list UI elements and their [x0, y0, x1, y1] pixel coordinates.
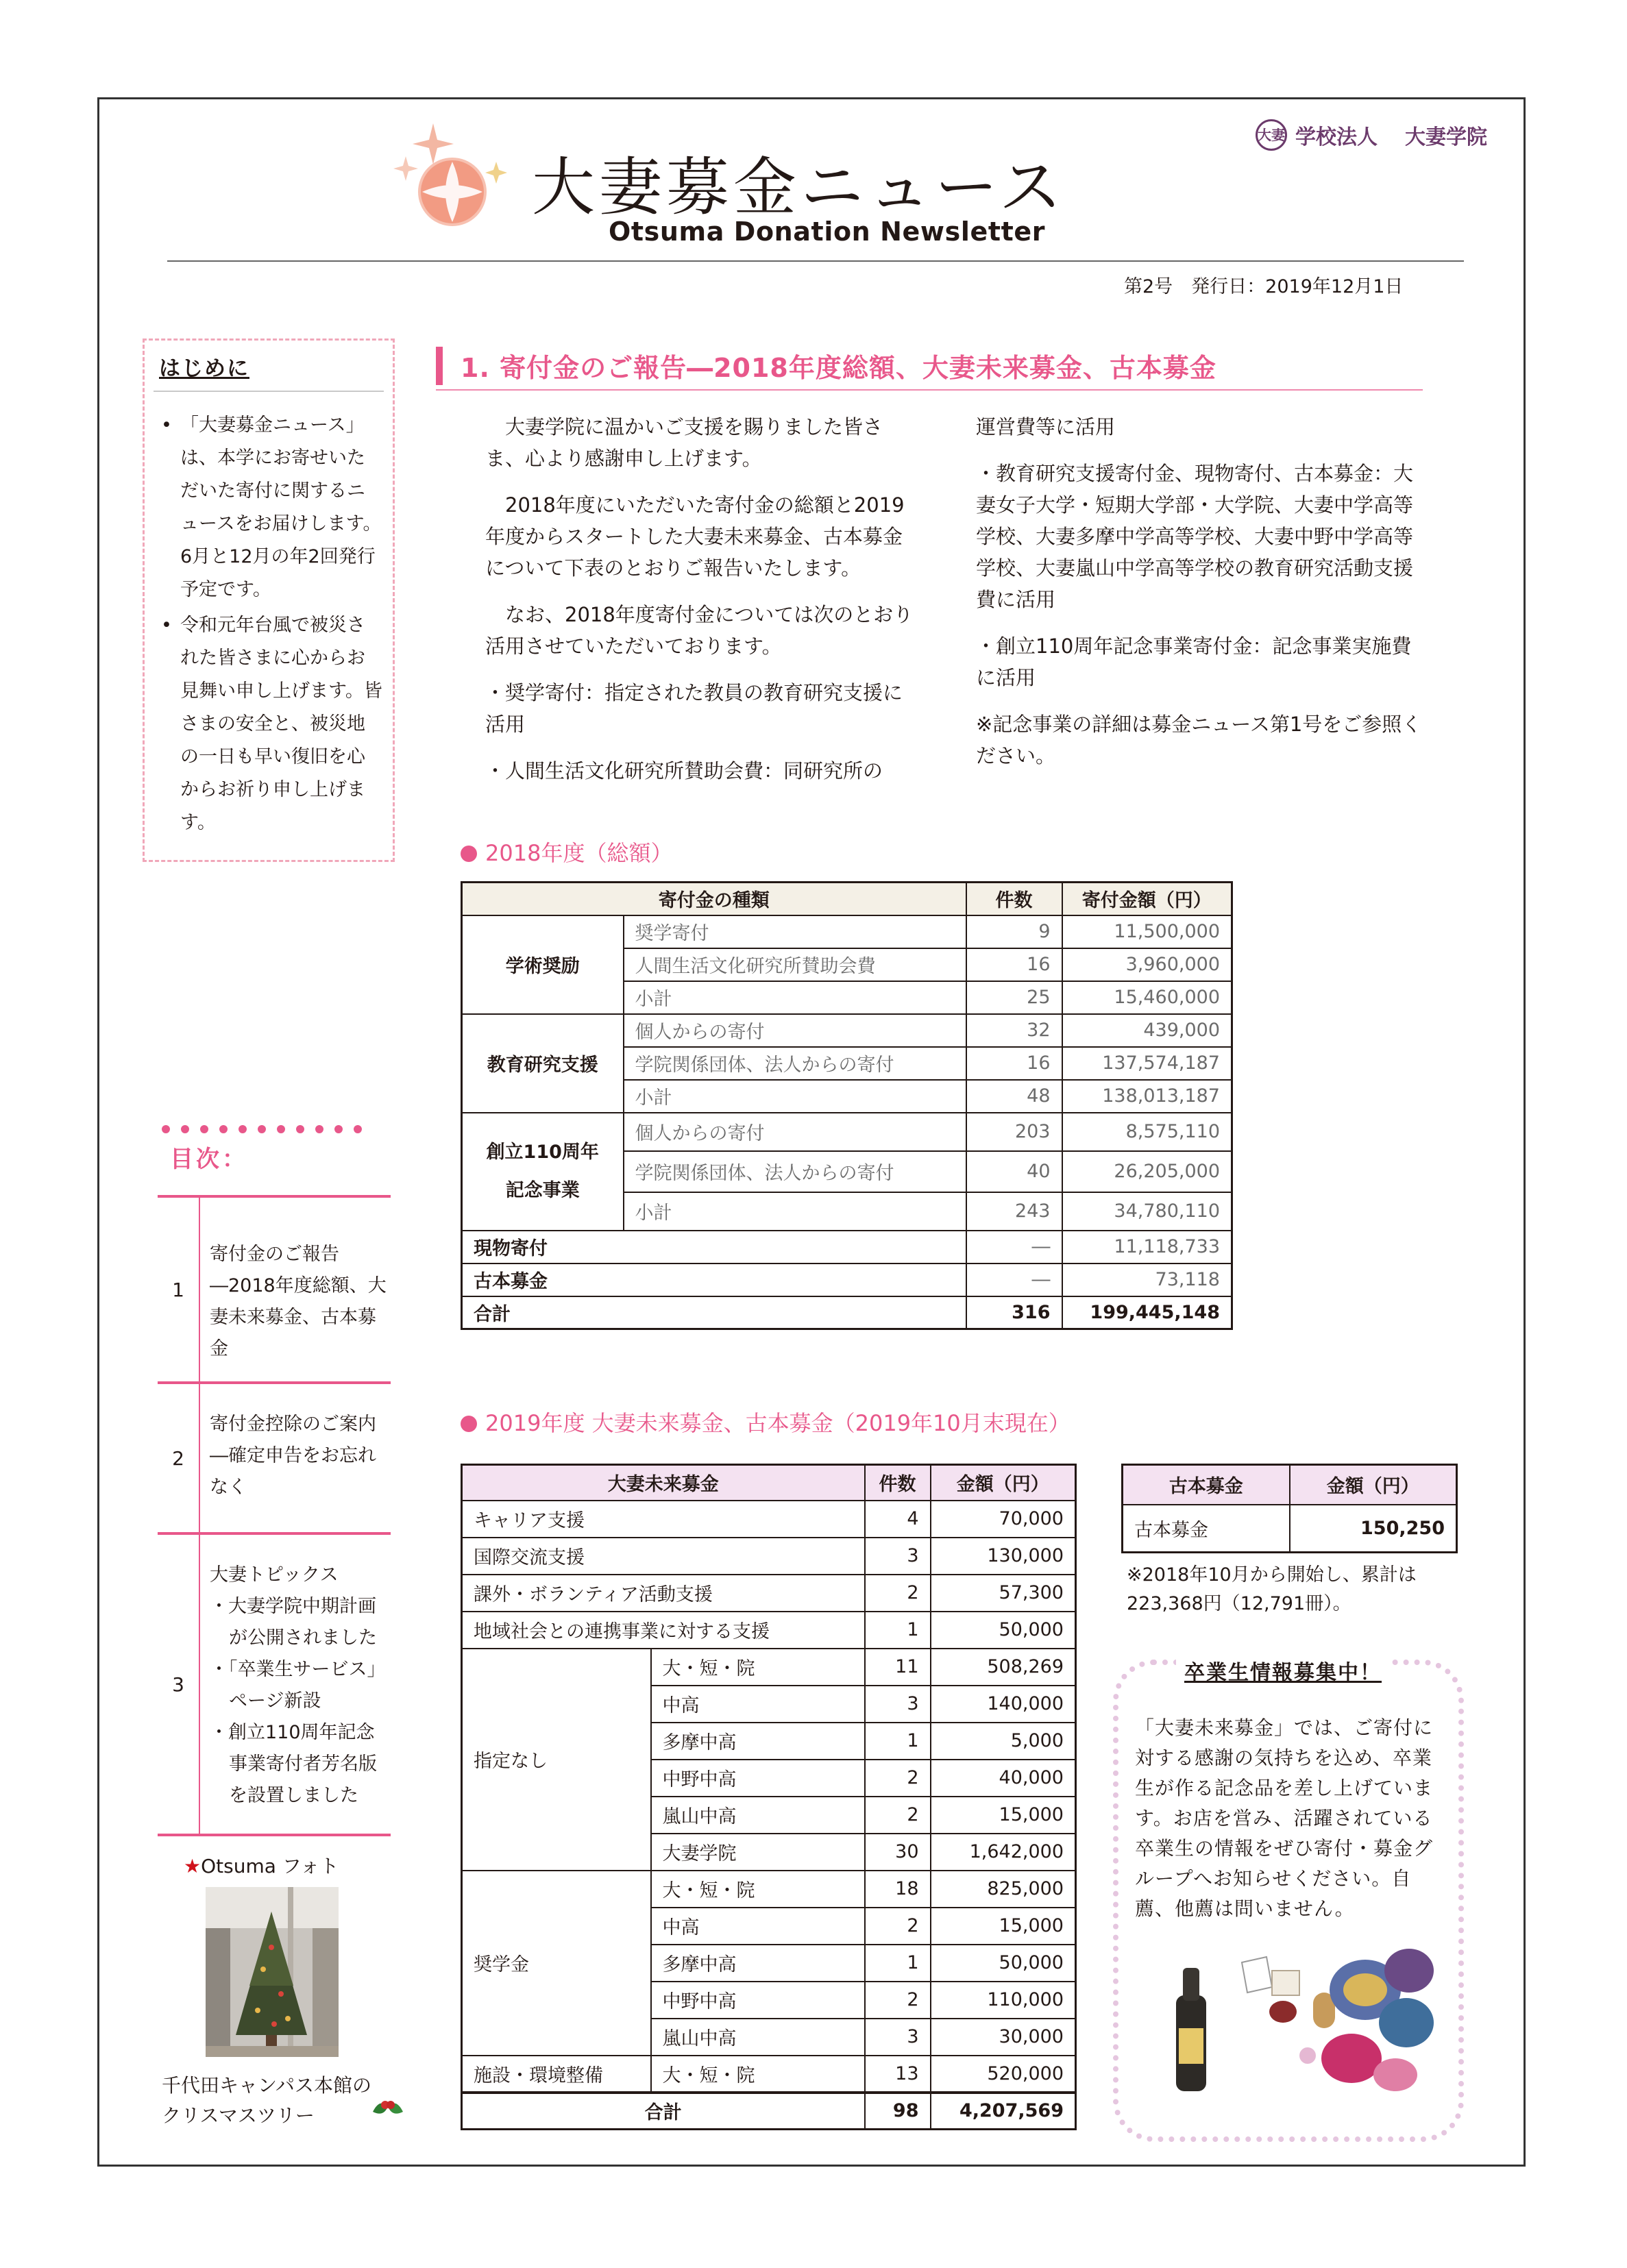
- table-row: 嵐山中高 3 30,000: [462, 2019, 1076, 2056]
- future-fund-2019-table: [461, 1464, 1077, 2130]
- table-row: 古本募金 ― 73,118: [462, 1264, 1232, 1296]
- used-books-table: [1121, 1464, 1458, 1553]
- intro-heading: はじめに: [159, 356, 249, 381]
- toc-number: 1: [158, 1198, 200, 1381]
- table-total-row: 合計 316 199,445,148: [462, 1296, 1232, 1329]
- table-row: 人間生活文化研究所賛助会費 16 3,960,000: [462, 948, 1232, 981]
- paragraph: ・創立110周年記念事業寄付金：記念事業実施費に活用: [976, 634, 1412, 689]
- column-header: 件数: [865, 1465, 931, 1501]
- column-header: 金額（円）: [931, 1465, 1076, 1501]
- table-row: 多摩中高 1 50,000: [462, 1945, 1076, 1982]
- group-name: 指定なし: [462, 1649, 651, 1871]
- header-divider: [167, 260, 1464, 262]
- alumni-info-text: 「大妻未来募金」では、ご寄付に対する感謝の気持ちを込め、卒業生が作る記念品を差し上げています。お店を営み、活躍されている卒業生の情報をぜひ寄付・募金グループへお知らせください。自薦、他薦は問いません。: [1135, 1716, 1434, 1920]
- column-header: 寄付金の種類: [462, 883, 966, 915]
- column-header: 寄付金額（円）: [1062, 883, 1232, 915]
- table-2019-heading: 2019年度 大妻未来募金、古本募金（2019年10月末現在）: [461, 1406, 1071, 1438]
- table-row: 小計 48 138,013,187: [462, 1080, 1232, 1113]
- table-row: 国際交流支援 3 130,000: [462, 1538, 1076, 1575]
- article-column-1: [485, 411, 921, 802]
- christmas-tree-photo: [206, 1887, 339, 2057]
- intro-divider: [154, 391, 384, 392]
- used-books-note: ※2018年10月から開始し、累計は223,368円（12,791冊）。: [1127, 1564, 1417, 1614]
- photo-heading: ★Otsuma フォト: [184, 1855, 339, 1877]
- photo-caption: 千代田キャンパス本館の クリスマスツリー: [162, 2074, 372, 2127]
- table-row: 中野中高 2 110,000: [462, 1982, 1076, 2019]
- toc-item-text: 寄付金のご報告―2018年度総額、大妻未来募金、古本募金: [210, 1244, 387, 1359]
- org-school: 大妻学院: [1405, 125, 1487, 149]
- sparkle-logo-icon: [392, 121, 518, 247]
- paragraph: ・教育研究支援寄付金、現物寄付、古本募金：大妻女子大学・短期大学部・大学院、大妻中学高等学校、大妻多摩中学高等学校、大妻中野中学高等学校、大妻嵐山中学高等学校の教育研究活動支援費に活用: [976, 462, 1414, 611]
- paragraph: ・奨学寄付：指定された教員の教育研究支援に活用: [485, 681, 903, 736]
- bullet-dot-icon: [461, 846, 477, 862]
- table-row: 学院関係団体、法人からの寄付 40 26,205,000: [462, 1151, 1232, 1192]
- school-seal-icon: 大妻: [1256, 119, 1287, 151]
- intro-item: • 「大妻募金ニュース」は、本学にお寄せいただいた寄付に関するニュースをお届けします。6月と12月の年2回発行予定です。: [158, 409, 383, 606]
- group-name: 奨学金: [462, 1871, 651, 2056]
- table-row: 教育研究支援 個人からの寄付 32 439,000: [462, 1014, 1232, 1047]
- toc-item-2[interactable]: [158, 1381, 391, 1532]
- table-row: 現物寄付 ― 11,118,733: [462, 1231, 1232, 1264]
- toc-number: 3: [158, 1535, 200, 1834]
- table-row: 大妻学院 30 1,642,000: [462, 1834, 1076, 1871]
- table-row: 中高 2 15,000: [462, 1908, 1076, 1945]
- paragraph: 大妻学院に温かいご支援を賜りました皆さま、心より感謝申し上げます。: [485, 415, 883, 470]
- organization-name: [1256, 119, 1487, 151]
- article-column-2: [976, 411, 1428, 787]
- toc-item-3[interactable]: [158, 1532, 391, 1836]
- toc-topic-title: 大妻トピックス: [210, 1564, 339, 1586]
- toc-dot-divider: [162, 1113, 392, 1126]
- toc-item-1[interactable]: [158, 1195, 391, 1381]
- toc-number: 2: [158, 1384, 200, 1532]
- newsletter-subtitle: Otsuma Donation Newsletter: [609, 217, 1046, 247]
- table-row: 中野中高 2 40,000: [462, 1760, 1076, 1797]
- table-row: 指定なし 大・短・院 11 508,269: [462, 1649, 1076, 1686]
- paragraph: なお、2018年度寄付金については次のとおり活用させていただいております。: [485, 603, 914, 658]
- alumni-info-heading: 卒業生情報募集中！: [1176, 1655, 1390, 1686]
- table-row: キャリア支援 4 70,000: [462, 1501, 1076, 1538]
- table-row: 施設・環境整備 大・短・院 13 520,000: [462, 2056, 1076, 2093]
- table-total-row: 合計 98 4,207,569: [462, 2093, 1076, 2130]
- column-header: 金額（円）: [1290, 1465, 1457, 1505]
- donation-2018-table: [461, 881, 1233, 1330]
- table-row: 嵐山中高 2 15,000: [462, 1797, 1076, 1834]
- intro-item: • 令和元年台風で被災された皆さまに心からお見舞い申し上げます。皆さまの安全と、被災地の一日も早い復旧を心からお祈り申し上げます。: [158, 609, 383, 839]
- column-header: 古本募金: [1123, 1465, 1290, 1505]
- toc-item-text: 寄付金控除のご案内―確定申告をお忘れなく: [210, 1414, 376, 1498]
- commemorative-goods-illustration: [1162, 1932, 1445, 2108]
- star-icon: ★: [184, 1855, 201, 1877]
- paragraph: 運営費等に活用: [976, 415, 1116, 439]
- table-2018-heading: 2018年度（総額）: [461, 836, 672, 867]
- table-row: 古本募金 150,250: [1123, 1505, 1457, 1553]
- group-name: 学術奨励: [462, 915, 624, 1014]
- table-row: 課外・ボランティア活動支援 2 57,300: [462, 1575, 1076, 1612]
- table-row: 学術奨励 奨学寄付 9 11,500,000: [462, 915, 1232, 948]
- table-row: 奨学金 大・短・院 18 825,000: [462, 1871, 1076, 1908]
- group-name: 創立110周年 記念事業: [462, 1113, 624, 1231]
- toc-subitem: ・「卒業生サービス」ページ新設: [210, 1659, 386, 1712]
- table-row: 小計 25 15,460,000: [462, 981, 1232, 1014]
- org-type: 学校法人: [1295, 125, 1378, 149]
- table-row: 学院関係団体、法人からの寄付 16 137,574,187: [462, 1047, 1232, 1080]
- toc-subitem: ・創立110周年記念事業寄付者芳名版を設置しました: [210, 1722, 377, 1806]
- holly-icon: [370, 2090, 406, 2125]
- paragraph: 2018年度にいただいた寄付金の総額と2019年度からスタートした大妻未来募金、古本募金について下表のとおりご報告いたします。: [485, 493, 905, 580]
- table-row: 多摩中高 1 5,000: [462, 1723, 1076, 1760]
- toc-item-text: [210, 1535, 391, 1812]
- section-divider: [436, 389, 1423, 391]
- table-of-contents: [158, 1195, 391, 1836]
- paragraph: ※記念事業の詳細は募金ニュース第1号をご参照ください。: [976, 713, 1422, 767]
- table-row: 地域社会との連携事業に対する支援 1 50,000: [462, 1612, 1076, 1649]
- section-heading: 1. 寄付金のご報告―2018年度総額、大妻未来募金、古本募金: [461, 353, 1216, 383]
- newsletter-title: 大妻募金ニュース: [532, 151, 1066, 224]
- issue-info: 第2号 発行日：2019年12月1日: [1124, 276, 1404, 297]
- table-row: 小計 243 34,780,110: [462, 1192, 1232, 1231]
- column-header: 件数: [966, 883, 1062, 915]
- toc-subitem: ・大妻学院中期計画が公開されました: [210, 1596, 377, 1649]
- toc-heading: 目次：: [170, 1146, 248, 1173]
- table-row: 中高 3 140,000: [462, 1686, 1076, 1723]
- intro-box: [143, 338, 395, 862]
- intro-list: [158, 409, 383, 842]
- column-header: 大妻未来募金: [462, 1465, 865, 1501]
- section-heading-bar: [436, 347, 443, 385]
- table-row: 創立110周年 記念事業 個人からの寄付 203 8,575,110: [462, 1113, 1232, 1151]
- paragraph: ・人間生活文化研究所賛助会費：同研究所の: [485, 759, 883, 782]
- bullet-dot-icon: [461, 1416, 477, 1432]
- group-name: 教育研究支援: [462, 1014, 624, 1113]
